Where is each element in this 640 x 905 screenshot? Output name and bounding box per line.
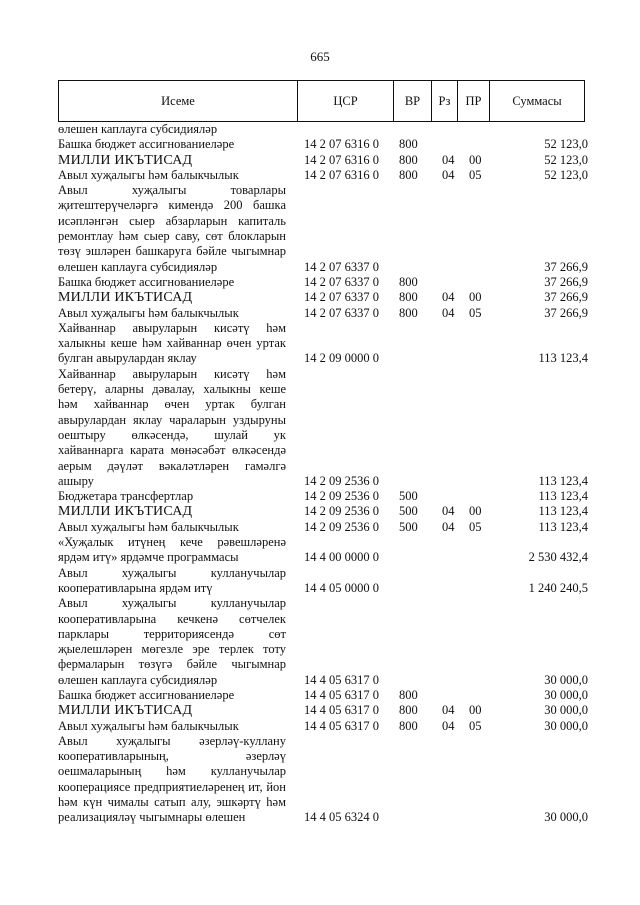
row-sum: 30 000,0 <box>544 687 588 702</box>
row-pr: 00 <box>469 290 482 305</box>
table-row <box>58 703 588 718</box>
table-row <box>58 489 588 504</box>
row-name: Башка бюджет ассигнованиеләре <box>58 137 235 152</box>
row-sum: 37 266,9 <box>544 274 588 289</box>
row-vr: 800 <box>399 687 418 702</box>
table-row <box>58 535 588 566</box>
row-sum: 113 123,4 <box>538 489 588 504</box>
row-csr: 14 2 07 6337 0 <box>304 259 379 274</box>
row-name: Бюджетара трансфертлар <box>58 489 194 504</box>
table-row <box>58 137 588 152</box>
table-row <box>58 566 588 597</box>
row-sum: 113 123,4 <box>538 351 588 366</box>
row-csr: 14 2 07 6316 0 <box>304 167 379 182</box>
row-vr: 800 <box>399 137 418 152</box>
table-row <box>58 688 588 703</box>
header-sum: Суммасы <box>512 94 562 108</box>
row-name: Хайваннар авыруларын кисәтү һәм халыкны кеше һәм хайваннар өчен уртак булган авырулардан яклау <box>58 320 286 366</box>
row-sum: 37 266,9 <box>544 290 588 305</box>
row-csr: 14 2 07 6316 0 <box>304 152 379 167</box>
row-csr: 14 2 07 6337 0 <box>304 305 379 320</box>
table-row <box>58 290 588 305</box>
table-row <box>58 168 588 183</box>
row-sum: 113 123,4 <box>538 504 588 519</box>
table-row <box>58 306 588 321</box>
row-vr: 500 <box>399 504 418 519</box>
row-pr: 05 <box>469 718 482 733</box>
row-csr: 14 2 07 6316 0 <box>304 137 379 152</box>
table-row <box>58 596 588 688</box>
table-row <box>58 321 588 367</box>
row-sum: 30 000,0 <box>544 810 588 825</box>
row-csr: 14 4 05 6317 0 <box>304 672 379 687</box>
row-pr: 00 <box>469 703 482 718</box>
row-sum: 30 000,0 <box>544 718 588 733</box>
row-rz: 04 <box>442 305 455 320</box>
table-row <box>58 504 588 519</box>
header-csr: ЦСР <box>298 81 394 121</box>
row-name: Авыл хуҗалыгы һәм балыкчылык <box>58 718 239 733</box>
row-pr: 00 <box>469 152 482 167</box>
row-name: «Хуҗалык итүнең кече рәвешләренә ярдәм итү» ярдәмче программасы <box>58 535 286 565</box>
row-pr: 05 <box>469 305 482 320</box>
row-name: Авыл хуҗалыгы кулланучылар кооперативларына ярдәм итү <box>58 565 286 595</box>
row-sum: 113 123,4 <box>538 473 588 488</box>
row-vr: 800 <box>399 274 418 289</box>
row-name: Башка бюджет ассигнованиеләре <box>58 687 235 702</box>
row-name: Авыл хуҗалыгы һәм балыкчылык <box>58 519 239 534</box>
row-sum: 52 123,0 <box>544 167 588 182</box>
row-sum: 37 266,9 <box>544 259 588 274</box>
row-name: Хайваннар авыруларын кисәтү һәм бетерү, аларны дәвалау, халыкны кеше һәм хайваннар өчен уртак булган авырулардан яклау чараларын уздыруны оештыру өлкәсендә, шулай ук хайваннарга карата мөнәсәбәт өлкәсендә аерым дәүләт вәкаләтләрен гамәлгә ашыру <box>58 366 286 488</box>
row-rz: 04 <box>442 718 455 733</box>
row-csr: 14 2 09 2536 0 <box>304 473 379 488</box>
row-pr: 05 <box>469 519 482 534</box>
row-name: МИЛЛИ ИКЪТИСАД <box>58 703 193 719</box>
row-name: МИЛЛИ ИКЪТИСАД <box>58 152 193 168</box>
row-sum: 37 266,9 <box>544 305 588 320</box>
row-vr: 500 <box>399 519 418 534</box>
row-sum: 113 123,4 <box>538 519 588 534</box>
row-sum: 1 240 240,5 <box>528 580 588 595</box>
row-name: Авыл хуҗалыгы һәм балыкчылык <box>58 305 239 320</box>
row-name: Авыл хуҗалыгы кулланучылар кооперативларына кечкенә сөтчелек парклары территориясендә сөт җыелешләрен мөгезле эре терлек тоту фермаларын төзүгә бәйле чыгымнар өлешен каплауга субсидияләр <box>58 596 286 687</box>
row-rz: 04 <box>442 167 455 182</box>
row-vr: 500 <box>399 489 418 504</box>
row-rz: 04 <box>442 152 455 167</box>
page-number: 665 <box>310 49 330 64</box>
header-name: Исеме <box>59 81 298 121</box>
table-row <box>58 734 588 826</box>
row-rz: 04 <box>442 703 455 718</box>
row-csr: 14 2 09 2536 0 <box>304 519 379 534</box>
table-row <box>58 153 588 168</box>
table-header <box>58 80 585 122</box>
row-name: өлешен каплауга субсидияләр <box>58 122 218 136</box>
row-pr: 05 <box>469 167 482 182</box>
table-row <box>58 367 588 489</box>
row-csr: 14 2 09 2536 0 <box>304 504 379 519</box>
row-name: Авыл хуҗалыгы товарлары җитештерүчеләргә кимендә 200 башка исәпләнгән сыер абзарларын капиталь ремонтлау һәм сыер саву, сөт блокларын төзү эшләрен башкаруга бәйле чыгымнар өлешен каплауга субсидияләр <box>58 183 286 274</box>
row-rz: 04 <box>442 290 455 305</box>
row-csr: 14 4 05 6317 0 <box>304 718 379 733</box>
row-sum: 52 123,0 <box>544 137 588 152</box>
row-sum: 52 123,0 <box>544 152 588 167</box>
header-rz: Рз <box>432 81 458 121</box>
row-rz: 04 <box>442 504 455 519</box>
row-vr: 800 <box>399 703 418 718</box>
row-csr: 14 4 05 6324 0 <box>304 810 379 825</box>
header-pr: ПР <box>458 81 490 121</box>
row-name: Авыл хуҗалыгы һәм балыкчылык <box>58 167 239 182</box>
row-csr: 14 4 00 0000 0 <box>304 550 379 565</box>
table-row <box>58 122 588 137</box>
row-name: МИЛЛИ ИКЪТИСАД <box>58 290 193 306</box>
row-sum: 30 000,0 <box>544 703 588 718</box>
table-row <box>58 275 588 290</box>
row-name: Башка бюджет ассигнованиеләре <box>58 274 235 289</box>
row-pr: 00 <box>469 504 482 519</box>
row-sum: 30 000,0 <box>544 672 588 687</box>
row-name: МИЛЛИ ИКЪТИСАД <box>58 504 193 520</box>
row-vr: 800 <box>399 718 418 733</box>
row-sum: 2 530 432,4 <box>528 550 588 565</box>
row-vr: 800 <box>399 290 418 305</box>
row-vr: 800 <box>399 152 418 167</box>
row-csr: 14 2 09 0000 0 <box>304 351 379 366</box>
row-csr: 14 2 09 2536 0 <box>304 489 379 504</box>
table-row <box>58 719 588 734</box>
row-vr: 800 <box>399 305 418 320</box>
row-name: Авыл хуҗалыгы әзерләү-куллану кооперативларының, әзерләү оешмаларының һәм кулланучылар кооперациясе предприятиеләренең ит, йон һәм күн чималы сатып алу, эшкәртү һәм реализацияләү чыгымнары өлешен <box>58 733 286 825</box>
row-vr: 800 <box>399 167 418 182</box>
header-vr: ВР <box>394 81 432 121</box>
table-body <box>58 122 588 826</box>
row-rz: 04 <box>442 519 455 534</box>
row-csr: 14 2 07 6337 0 <box>304 274 379 289</box>
row-csr: 14 4 05 6317 0 <box>304 703 379 718</box>
table-row <box>58 183 588 275</box>
row-csr: 14 4 05 0000 0 <box>304 580 379 595</box>
row-csr: 14 4 05 6317 0 <box>304 687 379 702</box>
table-row <box>58 520 588 535</box>
row-csr: 14 2 07 6337 0 <box>304 290 379 305</box>
